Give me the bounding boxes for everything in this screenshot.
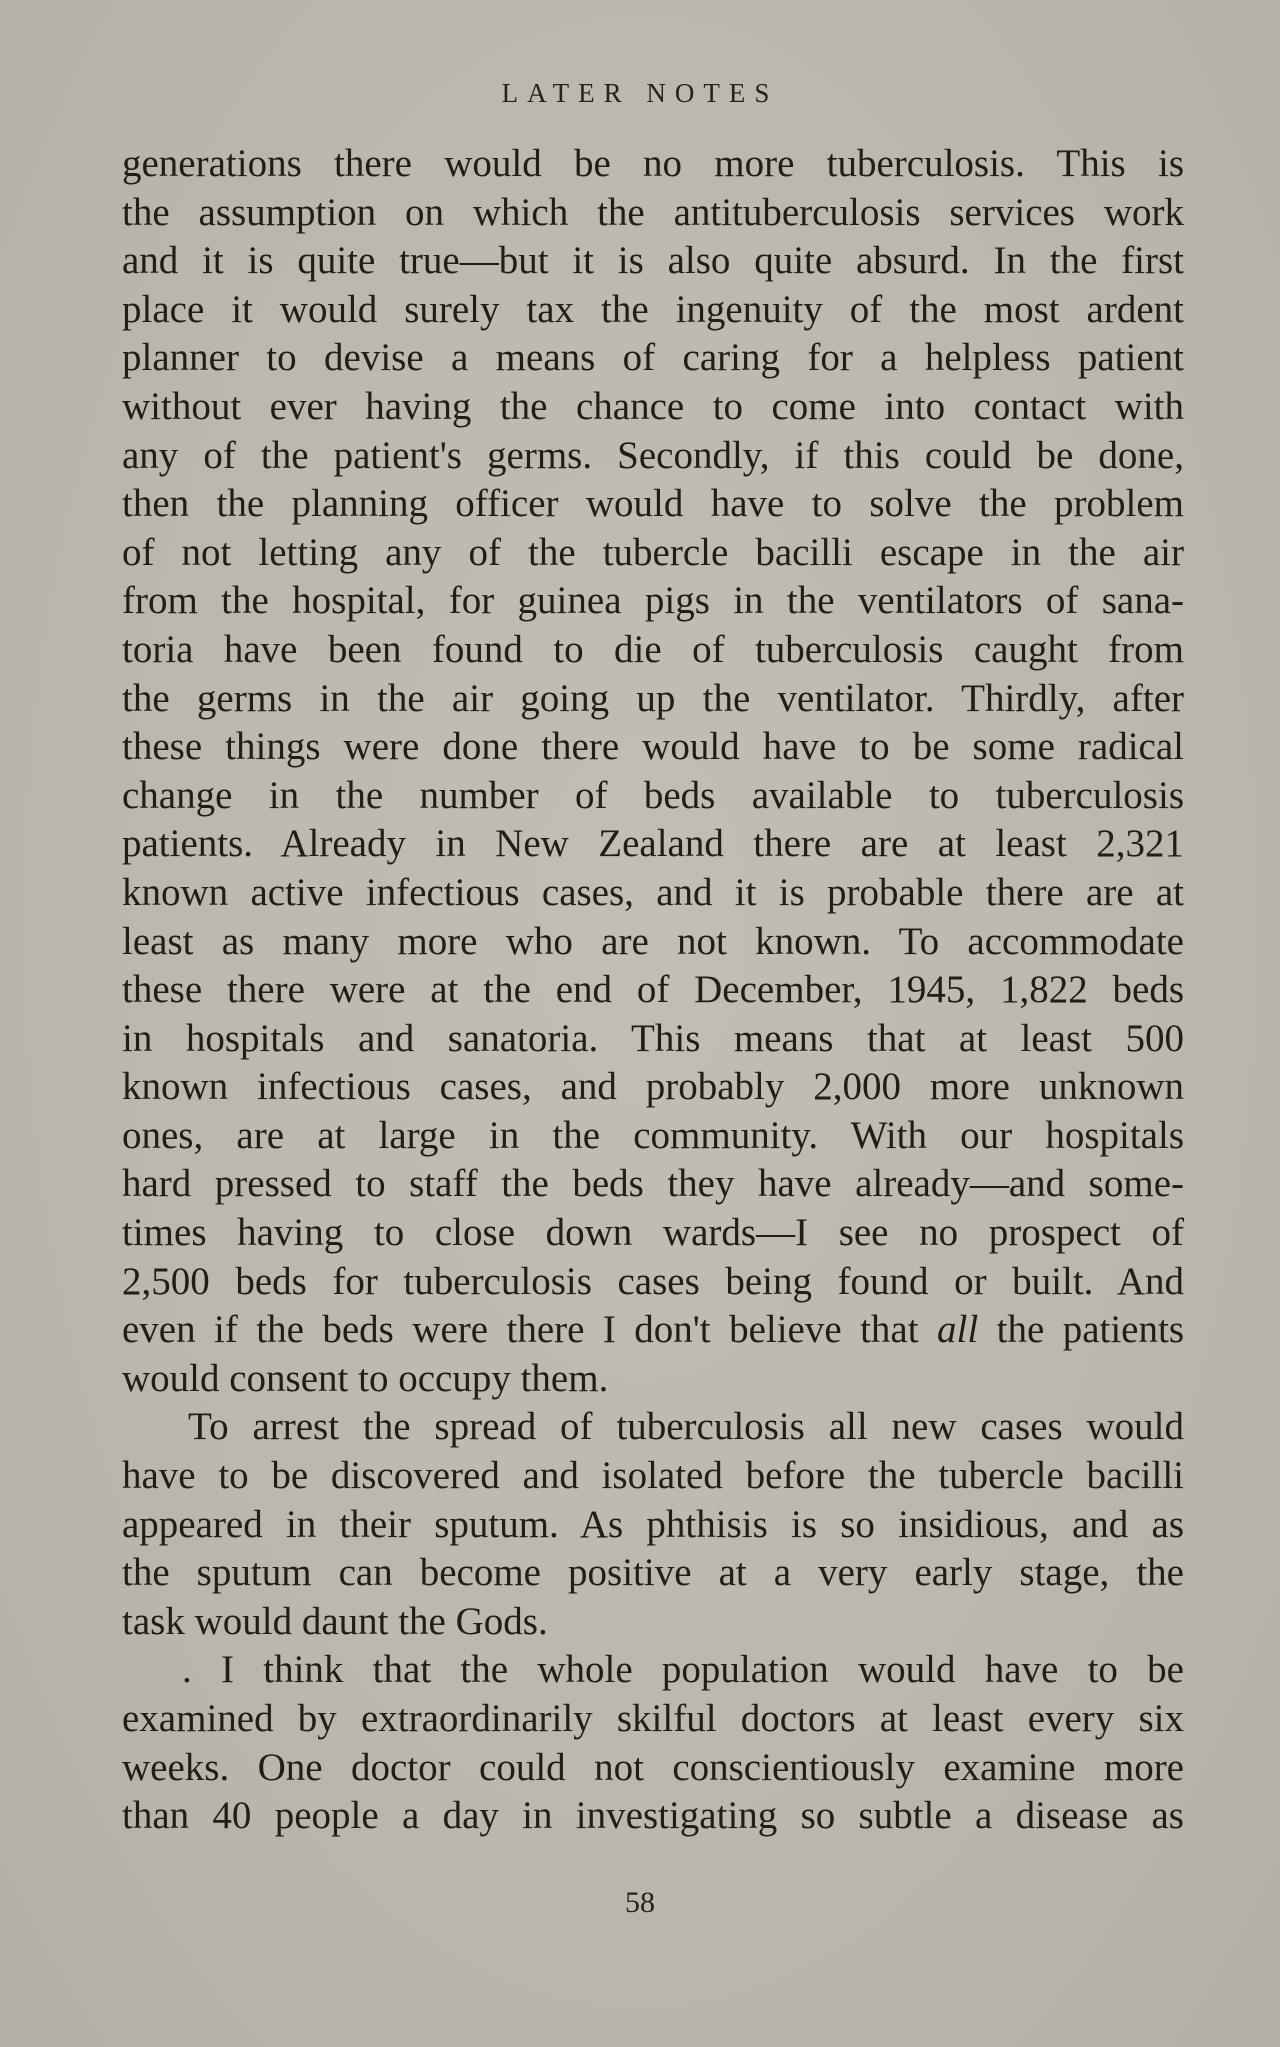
text-line: task would daunt the Gods. (122, 1599, 548, 1643)
text-line: . I think that the whole population would have to be (182, 1648, 1184, 1692)
text-line: To arrest the spread of tuberculosis all new cases would (188, 1405, 1184, 1449)
page-number: 58 (625, 1886, 655, 1919)
paragraph-3 (122, 1646, 1184, 1840)
text-line: have to be discovered and isolated before the tubercle bacilli (122, 1454, 1184, 1498)
text-line: patients. Already in New Zealand there are at least 2,321 (122, 822, 1184, 866)
text-line: known active infectious cases, and it is probable there are at (122, 870, 1184, 914)
text-line: times having to close down wards—I see no prospect of (122, 1211, 1184, 1255)
text-fragment: the patients (978, 1308, 1184, 1352)
text-line: the germs in the air going up the ventilator. Thirdly, after (122, 676, 1184, 720)
text-line: change in the number of beds available to tuberculosis (122, 773, 1184, 817)
text-line: than 40 people a day in investigating so subtle a disease as (122, 1794, 1184, 1838)
text-line: would consent to occupy them. (122, 1356, 609, 1400)
body-text (122, 140, 1184, 1841)
text-line: planner to devise a means of caring for a helpless patient (122, 336, 1184, 380)
text-line: examined by extraordinarily skilful doctors at least every six (122, 1697, 1184, 1740)
text-line: then the planning officer would have to solve the problem (122, 482, 1184, 526)
italic-word: all (937, 1308, 979, 1352)
text-line: hard pressed to staff the beds they have already—and some- (122, 1162, 1184, 1206)
text-line: without ever having the chance to come into contact with (122, 384, 1184, 428)
text-line: in hospitals and sanatoria. This means that at least 500 (122, 1016, 1184, 1060)
text-line: the assumption on which the antituberculosis services work (122, 190, 1184, 234)
text-line: place it would surely tax the ingenuity of the most ardent (122, 287, 1184, 331)
text-line: appeared in their sputum. As phthisis is so insidious, and as (122, 1502, 1184, 1546)
text-line: of not letting any of the tubercle bacilli escape in the air (122, 530, 1184, 574)
text-line: from the hospital, for guinea pigs in the ventilators of sana- (122, 579, 1184, 623)
text-line: these there were at the end of December, 1945, 1,822 beds (122, 968, 1184, 1012)
text-line: known infectious cases, and probably 2,000 more unknown (122, 1065, 1184, 1109)
text-line: toria have been found to die of tuberculosis caught from (122, 627, 1184, 671)
paragraph-2 (122, 1403, 1184, 1646)
text-line: 2,500 beds for tuberculosis cases being found or built. And (122, 1259, 1184, 1303)
text-line: and it is quite true—but it is also quite absurd. In the first (122, 239, 1184, 283)
paragraph-1 (122, 140, 1184, 1403)
text-line: any of the patient's germs. Secondly, if this could be done, (122, 433, 1184, 477)
running-head: LATER NOTES (501, 78, 779, 108)
text-line: the sputum can become positive at a very early stage, the (122, 1551, 1184, 1595)
text-line: ones, are at large in the community. With our hospitals (122, 1113, 1184, 1157)
text-line: weeks. One doctor could not conscientiously examine more (122, 1745, 1184, 1789)
text-line-with-italic (122, 1306, 1184, 1355)
text-line: least as many more who are not known. To accommodate (122, 919, 1184, 963)
text-line: these things were done there would have to be some radical (122, 725, 1184, 769)
text-line: generations there would be no more tuberculosis. This is (122, 142, 1184, 185)
text-fragment: even if the beds were there I don't believe that (122, 1308, 938, 1352)
